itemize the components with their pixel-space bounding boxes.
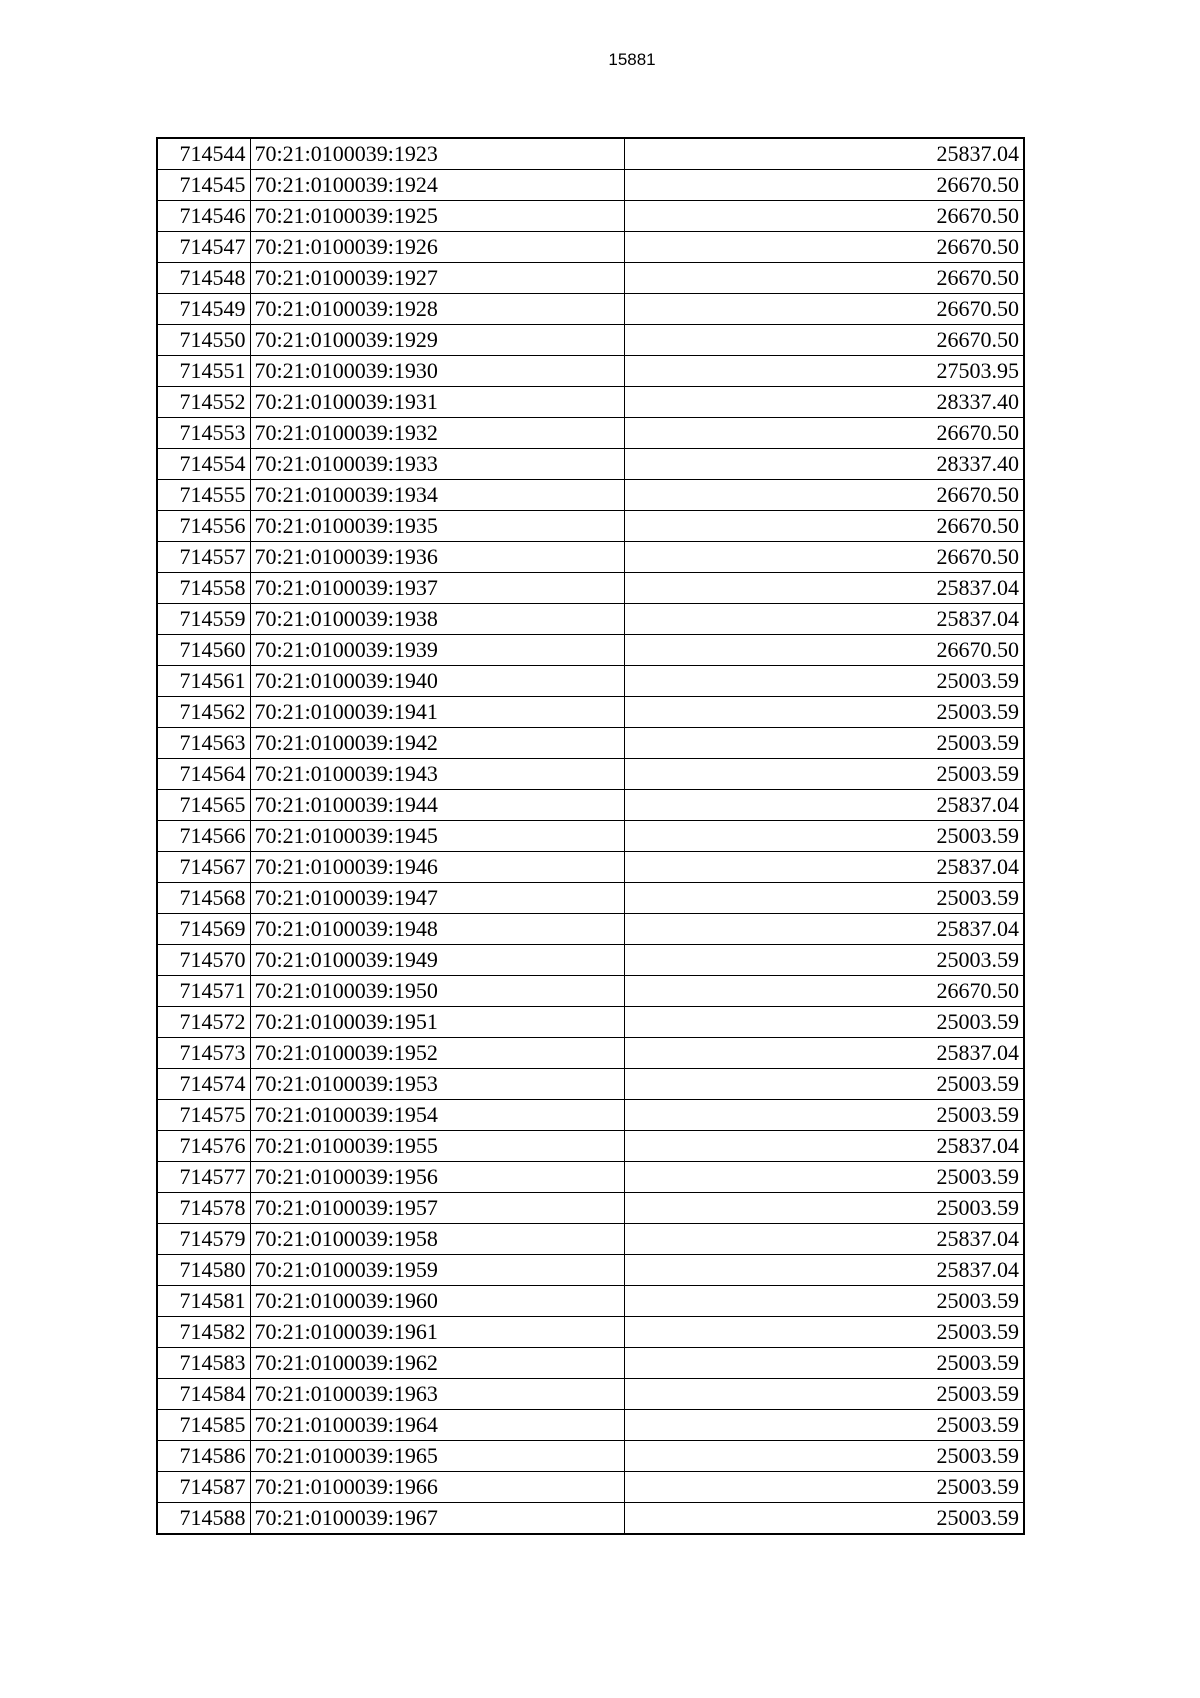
cadastral-value-cell: 25003.59 (624, 883, 1024, 914)
cadastral-number-cell: 70:21:0100039:1938 (250, 604, 624, 635)
table-row (157, 1472, 1024, 1503)
cadastral-number-cell: 70:21:0100039:1953 (250, 1069, 624, 1100)
cadastral-value-cell: 26670.50 (624, 635, 1024, 666)
row-number-cell: 714566 (157, 821, 250, 852)
cadastral-value-cell: 25003.59 (624, 1348, 1024, 1379)
table-row (157, 1100, 1024, 1131)
cadastral-value-cell: 25003.59 (624, 1410, 1024, 1441)
cadastral-value-cell: 25003.59 (624, 1441, 1024, 1472)
cadastral-number-cell: 70:21:0100039:1945 (250, 821, 624, 852)
cadastral-value-cell: 26670.50 (624, 418, 1024, 449)
cadastral-value-cell: 25837.04 (624, 1131, 1024, 1162)
row-number-cell: 714549 (157, 294, 250, 325)
row-number-cell: 714574 (157, 1069, 250, 1100)
table-row (157, 1255, 1024, 1286)
cadastral-value-cell: 26670.50 (624, 542, 1024, 573)
table-row (157, 1069, 1024, 1100)
row-number-cell: 714583 (157, 1348, 250, 1379)
cadastral-value-cell: 25003.59 (624, 1007, 1024, 1038)
cadastral-number-cell: 70:21:0100039:1967 (250, 1503, 624, 1535)
cadastral-value-cell: 25837.04 (624, 604, 1024, 635)
cadastral-number-cell: 70:21:0100039:1964 (250, 1410, 624, 1441)
row-number-cell: 714567 (157, 852, 250, 883)
cadastral-value-cell: 25837.04 (624, 790, 1024, 821)
row-number-cell: 714545 (157, 170, 250, 201)
cadastral-value-cell: 25003.59 (624, 1317, 1024, 1348)
cadastral-value-cell: 26670.50 (624, 480, 1024, 511)
page-number: 15881 (608, 50, 656, 69)
cadastral-value-cell: 25837.04 (624, 852, 1024, 883)
table-body (157, 138, 1024, 1534)
table-row (157, 511, 1024, 542)
row-number-cell: 714569 (157, 914, 250, 945)
cadastral-value-cell: 26670.50 (624, 263, 1024, 294)
row-number-cell: 714575 (157, 1100, 250, 1131)
cadastral-number-cell: 70:21:0100039:1948 (250, 914, 624, 945)
row-number-cell: 714562 (157, 697, 250, 728)
table-row (157, 728, 1024, 759)
row-number-cell: 714561 (157, 666, 250, 697)
table-row (157, 325, 1024, 356)
table-row (157, 790, 1024, 821)
table-row (157, 759, 1024, 790)
cadastral-number-cell: 70:21:0100039:1932 (250, 418, 624, 449)
row-number-cell: 714582 (157, 1317, 250, 1348)
cadastral-number-cell: 70:21:0100039:1942 (250, 728, 624, 759)
table-row (157, 418, 1024, 449)
cadastral-number-cell: 70:21:0100039:1927 (250, 263, 624, 294)
cadastral-value-cell: 25003.59 (624, 1193, 1024, 1224)
cadastral-number-cell: 70:21:0100039:1944 (250, 790, 624, 821)
table-row (157, 201, 1024, 232)
cadastral-value-cell: 27503.95 (624, 356, 1024, 387)
table-row (157, 635, 1024, 666)
row-number-cell: 714564 (157, 759, 250, 790)
cadastral-value-cell: 25003.59 (624, 728, 1024, 759)
row-number-cell: 714576 (157, 1131, 250, 1162)
row-number-cell: 714555 (157, 480, 250, 511)
cadastral-number-cell: 70:21:0100039:1940 (250, 666, 624, 697)
table-row (157, 263, 1024, 294)
cadastral-number-cell: 70:21:0100039:1937 (250, 573, 624, 604)
row-number-cell: 714586 (157, 1441, 250, 1472)
cadastral-value-cell: 25837.04 (624, 1038, 1024, 1069)
cadastral-number-cell: 70:21:0100039:1929 (250, 325, 624, 356)
row-number-cell: 714548 (157, 263, 250, 294)
table-row (157, 1348, 1024, 1379)
table-row (157, 232, 1024, 263)
row-number-cell: 714577 (157, 1162, 250, 1193)
cadastral-number-cell: 70:21:0100039:1936 (250, 542, 624, 573)
table-row (157, 914, 1024, 945)
row-number-cell: 714565 (157, 790, 250, 821)
cadastral-value-cell: 25003.59 (624, 666, 1024, 697)
row-number-cell: 714587 (157, 1472, 250, 1503)
cadastral-value-cell: 25003.59 (624, 1100, 1024, 1131)
table-row (157, 1193, 1024, 1224)
row-number-cell: 714585 (157, 1410, 250, 1441)
row-number-cell: 714580 (157, 1255, 250, 1286)
cadastral-value-cell: 25837.04 (624, 1255, 1024, 1286)
table-row (157, 1410, 1024, 1441)
row-number-cell: 714554 (157, 449, 250, 480)
cadastral-value-cell: 25837.04 (624, 914, 1024, 945)
cadastral-value-cell: 28337.40 (624, 449, 1024, 480)
table-row (157, 573, 1024, 604)
cadastral-number-cell: 70:21:0100039:1931 (250, 387, 624, 418)
cadastral-number-cell: 70:21:0100039:1955 (250, 1131, 624, 1162)
table-row (157, 1503, 1024, 1535)
table-row (157, 1286, 1024, 1317)
row-number-cell: 714572 (157, 1007, 250, 1038)
table-row (157, 170, 1024, 201)
table-row (157, 356, 1024, 387)
cadastral-value-cell: 26670.50 (624, 325, 1024, 356)
cadastral-value-cell: 25003.59 (624, 821, 1024, 852)
row-number-cell: 714584 (157, 1379, 250, 1410)
cadastral-number-cell: 70:21:0100039:1946 (250, 852, 624, 883)
table-row (157, 1131, 1024, 1162)
cadastral-value-cell: 25003.59 (624, 945, 1024, 976)
cadastral-number-cell: 70:21:0100039:1928 (250, 294, 624, 325)
row-number-cell: 714558 (157, 573, 250, 604)
table-row (157, 1224, 1024, 1255)
cadastral-number-cell: 70:21:0100039:1934 (250, 480, 624, 511)
cadastral-value-cell: 25837.04 (624, 1224, 1024, 1255)
table-row (157, 821, 1024, 852)
row-number-cell: 714563 (157, 728, 250, 759)
cadastral-value-cell: 25003.59 (624, 1286, 1024, 1317)
table-row (157, 1317, 1024, 1348)
table-row (157, 697, 1024, 728)
cadastral-value-cell: 25003.59 (624, 697, 1024, 728)
cadastral-number-cell: 70:21:0100039:1960 (250, 1286, 624, 1317)
cadastral-value-cell: 28337.40 (624, 387, 1024, 418)
cadastral-number-cell: 70:21:0100039:1963 (250, 1379, 624, 1410)
row-number-cell: 714588 (157, 1503, 250, 1535)
row-number-cell: 714581 (157, 1286, 250, 1317)
cadastral-number-cell: 70:21:0100039:1930 (250, 356, 624, 387)
cadastral-number-cell: 70:21:0100039:1933 (250, 449, 624, 480)
table-row (157, 449, 1024, 480)
row-number-cell: 714547 (157, 232, 250, 263)
row-number-cell: 714578 (157, 1193, 250, 1224)
table-row (157, 1162, 1024, 1193)
cadastral-value-cell: 25003.59 (624, 1503, 1024, 1535)
cadastral-number-cell: 70:21:0100039:1939 (250, 635, 624, 666)
row-number-cell: 714559 (157, 604, 250, 635)
table-row (157, 852, 1024, 883)
cadastral-number-cell: 70:21:0100039:1923 (250, 138, 624, 170)
table-row (157, 138, 1024, 170)
table-row (157, 294, 1024, 325)
cadastral-number-cell: 70:21:0100039:1925 (250, 201, 624, 232)
cadastral-number-cell: 70:21:0100039:1966 (250, 1472, 624, 1503)
row-number-cell: 714551 (157, 356, 250, 387)
cadastral-value-cell: 26670.50 (624, 511, 1024, 542)
row-number-cell: 714557 (157, 542, 250, 573)
row-number-cell: 714556 (157, 511, 250, 542)
table-row (157, 480, 1024, 511)
row-number-cell: 714552 (157, 387, 250, 418)
cadastral-number-cell: 70:21:0100039:1965 (250, 1441, 624, 1472)
cadastral-value-cell: 25003.59 (624, 1069, 1024, 1100)
row-number-cell: 714553 (157, 418, 250, 449)
table-row (157, 604, 1024, 635)
cadastral-value-cell: 25003.59 (624, 1379, 1024, 1410)
cadastral-number-cell: 70:21:0100039:1952 (250, 1038, 624, 1069)
row-number-cell: 714560 (157, 635, 250, 666)
cadastral-number-cell: 70:21:0100039:1961 (250, 1317, 624, 1348)
row-number-cell: 714570 (157, 945, 250, 976)
cadastral-number-cell: 70:21:0100039:1962 (250, 1348, 624, 1379)
table-row (157, 883, 1024, 914)
table-row (157, 1038, 1024, 1069)
row-number-cell: 714579 (157, 1224, 250, 1255)
cadastral-number-cell: 70:21:0100039:1959 (250, 1255, 624, 1286)
cadastral-number-cell: 70:21:0100039:1935 (250, 511, 624, 542)
cadastral-number-cell: 70:21:0100039:1941 (250, 697, 624, 728)
cadastral-number-cell: 70:21:0100039:1943 (250, 759, 624, 790)
row-number-cell: 714550 (157, 325, 250, 356)
row-number-cell: 714568 (157, 883, 250, 914)
cadastral-number-cell: 70:21:0100039:1951 (250, 1007, 624, 1038)
cadastral-value-cell: 26670.50 (624, 201, 1024, 232)
cadastral-number-cell: 70:21:0100039:1949 (250, 945, 624, 976)
table-row (157, 666, 1024, 697)
row-number-cell: 714546 (157, 201, 250, 232)
cadastral-value-cell: 25003.59 (624, 1472, 1024, 1503)
table-row (157, 387, 1024, 418)
cadastral-number-cell: 70:21:0100039:1957 (250, 1193, 624, 1224)
cadastral-number-cell: 70:21:0100039:1954 (250, 1100, 624, 1131)
table-row (157, 542, 1024, 573)
table-row (157, 1379, 1024, 1410)
cadastral-value-cell: 25837.04 (624, 138, 1024, 170)
table-row (157, 1007, 1024, 1038)
cadastral-value-cell: 25837.04 (624, 573, 1024, 604)
row-number-cell: 714571 (157, 976, 250, 1007)
cadastral-value-cell: 26670.50 (624, 976, 1024, 1007)
table-row (157, 1441, 1024, 1472)
cadastral-number-cell: 70:21:0100039:1926 (250, 232, 624, 263)
cadastral-number-cell: 70:21:0100039:1958 (250, 1224, 624, 1255)
cadastral-value-table (156, 137, 1025, 1535)
cadastral-value-cell: 25003.59 (624, 1162, 1024, 1193)
cadastral-value-cell: 26670.50 (624, 294, 1024, 325)
cadastral-value-cell: 26670.50 (624, 170, 1024, 201)
cadastral-value-cell: 26670.50 (624, 232, 1024, 263)
row-number-cell: 714573 (157, 1038, 250, 1069)
table-row (157, 976, 1024, 1007)
cadastral-number-cell: 70:21:0100039:1956 (250, 1162, 624, 1193)
cadastral-value-cell: 25003.59 (624, 759, 1024, 790)
cadastral-number-cell: 70:21:0100039:1950 (250, 976, 624, 1007)
cadastral-number-cell: 70:21:0100039:1924 (250, 170, 624, 201)
table-row (157, 945, 1024, 976)
cadastral-number-cell: 70:21:0100039:1947 (250, 883, 624, 914)
row-number-cell: 714544 (157, 138, 250, 170)
